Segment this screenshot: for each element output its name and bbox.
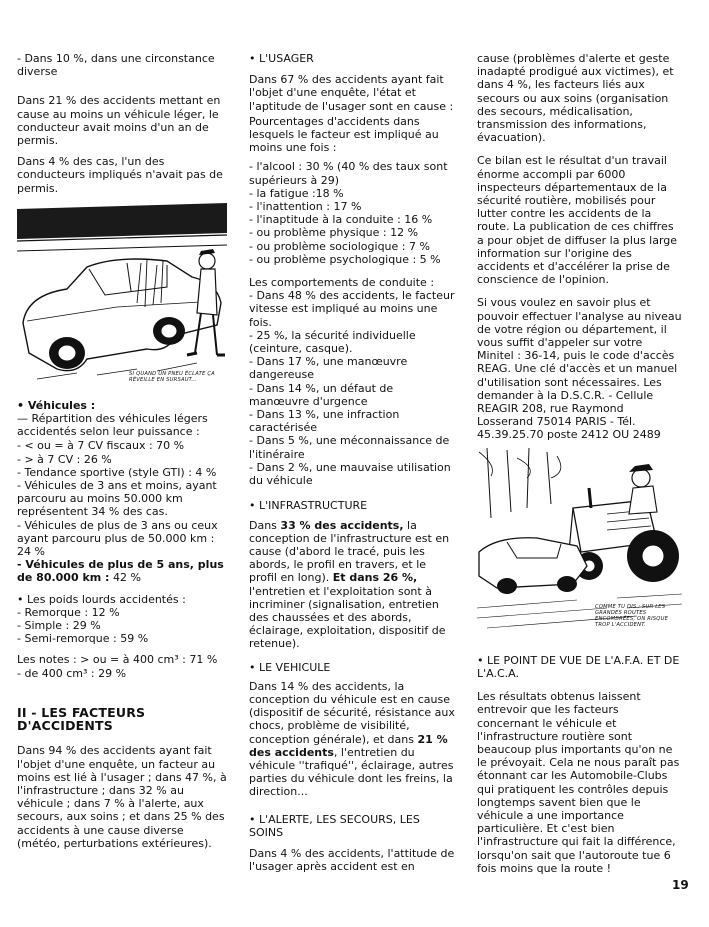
list-item: - l'inattention : 17 % — [249, 200, 362, 214]
list-item: - > à 7 CV : 26 % — [17, 452, 112, 466]
list-item: - Semi-remorque : 59 % — [17, 632, 149, 646]
paragraph: Dans 21 % des accidents mettant en cause au moins un véhicule léger, le conducteur avait moins d'un an de permis. — [17, 94, 221, 148]
list-item: - la fatigue :18 % — [249, 186, 344, 200]
list-item: - l'alcool : 30 % (40 % des taux sont supérieurs à 29) — [249, 160, 448, 187]
list-item: - Dans 5 %, une méconnaissance de l'itinéraire — [249, 434, 450, 461]
paragraph: Dans 14 % des accidents, la conception du véhicule est en cause (dispositif de sécurité, résistance aux chocs, problème de visibilité, conception générale), et dans 21 % des accidents, l'entretien du véhicule ''trafiqué'', éclairage, autres parties du véhicule dont les freins, la direction... — [249, 679, 455, 799]
vehicule-heading: • LE VEHICULE — [249, 660, 331, 674]
column-2 — [249, 52, 455, 881]
infrastructure-heading: • L'INFRASTRUCTURE — [249, 499, 368, 513]
paragraph: Dans 94 % des accidents ayant fait l'objet d'une enquête, un facteur au moins est lié à l'usager ; dans 47 %, à l'infrastructure ; dans 32 % au véhicule ; dans 7 % à l'alerte, aux secours, aux soins ; et dans 25 % des accidents à une cause diverse (météo, perturbations extérieures). — [17, 744, 227, 850]
list-item: - < ou = à 7 CV fiscaux : 70 % — [17, 439, 185, 453]
list-item: - Dans 17 %, une manœuvre dangereuse — [249, 355, 408, 382]
paragraph: Dans 4 % des cas, l'un des conducteurs impliqués n'avait pas de permis. — [17, 155, 223, 195]
list-item: - Véhicules de plus de 3 ans ou ceux ayant parcouru plus de 50.000 km : 24 % — [17, 518, 218, 559]
paragraph: Dans 4 % des accidents, l'attitude de l'usager après accident est en — [249, 846, 455, 874]
list-item: - Dans 2 %, une mauvaise utilisation du véhicule — [249, 460, 451, 488]
car-cartoon-drawing — [17, 203, 228, 389]
paragraph: Les résultats obtenus laissent entrevoir que les facteurs concernant le véhicule et l'infrastructure routière sont beaucoup plus importants qu'on ne le prévoyait. Cela ne nous paraît pas étonnant car les Automobile-Clubs qui pratiquent les contrôles depuis longtemps savent bien que le véhicule a une importance particulière. Et c'est bien l'infrastructure qui fait la différence, lorsqu'on sait que l'autoroute tue 6 fois moins que la route ! — [477, 690, 680, 875]
section-title: II - LES FACTEURS D'ACCIDENTS — [17, 704, 146, 734]
list-item: - ou problème sociologique : 7 % — [249, 239, 430, 253]
list-item: - l'inaptitude à la conduite : 16 % — [249, 213, 433, 227]
alerte-heading: • L'ALERTE, LES SECOURS, LES SOINS — [249, 812, 420, 839]
cartoon-car-illustration — [17, 203, 228, 389]
paragraph: - Dans 10 %, dans une circonstance diverse — [17, 52, 215, 79]
paragraph: Dans 67 % des accidents ayant fait l'objet d'une enquête, l'état et l'aptitude de l'usager sont en cause : — [249, 73, 454, 113]
list-item: - Simple : 29 % — [17, 619, 101, 633]
list-item: - Dans 48 % des accidents, le facteur vitesse est impliqué au moins une fois. — [249, 289, 455, 329]
paragraph: cause (problèmes d'alerte et geste inadapté prodigué aux victimes), et dans 4 %, les facteurs liés aux secours ou aux soins (organisation des secours, médicalisation, transmission des informations, évacuation). — [477, 52, 674, 145]
cartoon-caption: SI QUAND UN PNEU ÉCLATE ÇA RÉVEILLE EN SURSAUT... — [129, 370, 215, 383]
list-item: - ou problème physique : 12 % — [249, 226, 419, 240]
list-item: - Véhicules de 3 ans et moins, ayant parcouru au moins 50.000 km représentent 34 % des cas. — [17, 479, 217, 519]
paragraph: Dans 33 % des accidents, la conception de l'infrastructure est en cause (d'abord le tracé, puis les abords, le profil en travers, et le profil en long). Et dans 26 %, l'entretien et l'exploitation sont à incriminer (signalisation, entretien des chaussées et des abords, éclairage, exploitation, dispositif de retenue). — [249, 518, 450, 651]
cartoon-caption: COMME TU DIS : SUR LES GRANDES ROUTES ENCOMBRÉES, ON RISQUE TROP L'ACCIDENT. — [595, 603, 669, 628]
paragraph: • Les poids lourds accidentés : — [17, 592, 186, 606]
list-item: - 25 %, la sécurité individuelle (ceinture, casque). — [249, 328, 416, 356]
list-item: - Remorque : 12 % — [17, 605, 120, 619]
page-number: 19 — [672, 878, 689, 892]
paragraph: Les comportements de conduite : — [249, 276, 435, 290]
list-item: - Véhicules de plus de 5 ans, plus de 80.000 km : 42 % — [17, 558, 224, 585]
column-3 — [477, 52, 682, 883]
column-1 — [17, 52, 228, 858]
paragraph: Ce bilan est le résultat d'un travail énorme accompli par 6000 inspecteurs départementaux de la sécurité routière, mobilisés pour lutter contre les accidents de la route. La publication de ces chiffres a pour objet de diffuser la plus large information sur l'origine des accidents et d'accélérer la prise de conscience de l'opinion. — [477, 154, 678, 287]
afa-heading: • LE POINT DE VUE DE L'A.F.A. ET DE L'A.C.A. — [477, 653, 680, 680]
vehicules-heading: • Véhicules : — [17, 398, 96, 412]
paragraph: Pourcentages d'accidents dans lesquels le facteur est impliqué au moins une fois : — [249, 114, 439, 155]
paragraph: - de 400 cm³ : 29 % — [17, 666, 127, 680]
list-item: - Dans 13 %, une infraction caractérisée — [249, 408, 400, 435]
list-item: - Dans 14 %, un défaut de manœuvre d'urgence — [249, 381, 394, 408]
list-item: - ou problème psychologique : 5 % — [249, 252, 441, 266]
list-item: - Tendance sportive (style GTI) : 4 % — [17, 465, 217, 479]
usager-heading: • L'USAGER — [249, 52, 314, 65]
paragraph: Les notes : > ou = à 400 cm³ : 71 % — [17, 653, 218, 667]
paragraph: — Répartition des véhicules légers accidentés selon leur puissance : — [17, 412, 208, 439]
paragraph: Si vous voulez en savoir plus et pouvoir effectuer l'analyse au niveau de votre région ou département, il vous suffit d'appeler sur votre Minitel : 36-14, puis le code d'accès REAG. Une clé d'accès et un manuel d'utilisation sont nécessaires. Les demander à la D.S.C.R. - Cellule REAGIR 208, rue Raymond Losserand 75014 PARIS - Tél. 45.39.25.70 poste 2412 OU 2489 — [477, 296, 682, 442]
cartoon-tractor-illustration — [477, 448, 682, 644]
